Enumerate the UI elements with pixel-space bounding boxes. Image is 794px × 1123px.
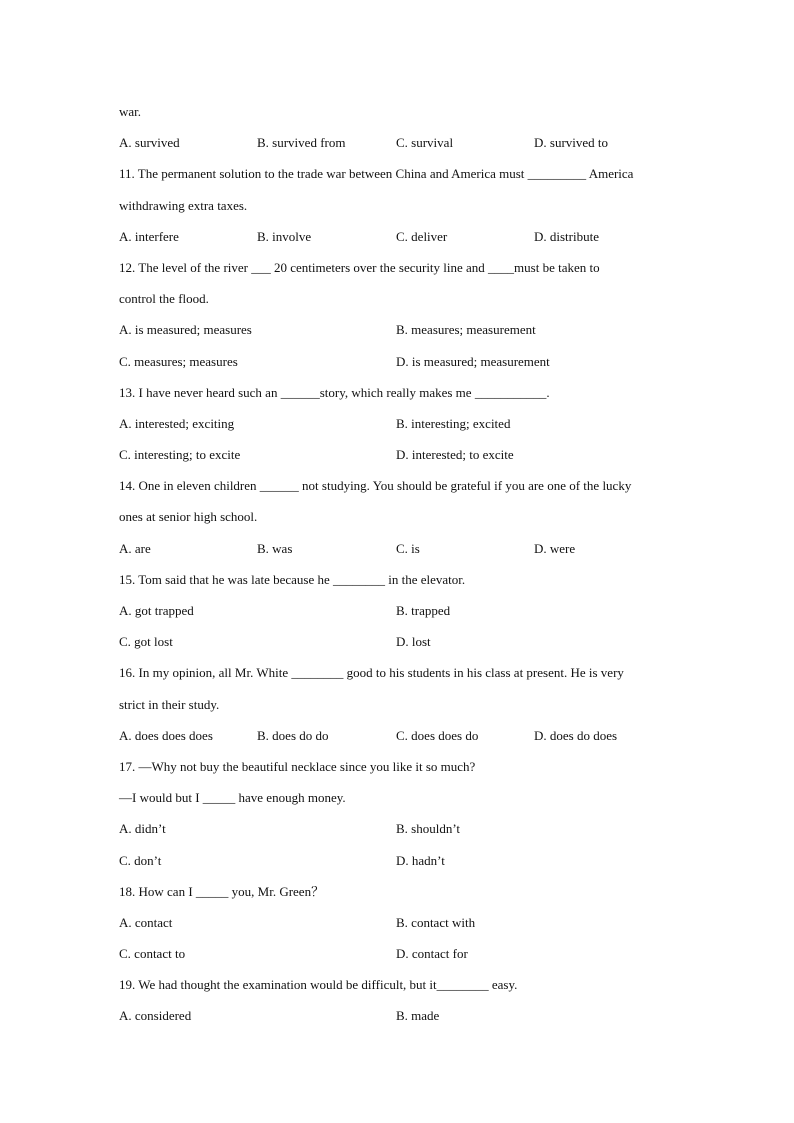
- option-d: D. does do does: [534, 727, 618, 743]
- option-d: D. lost: [396, 634, 431, 650]
- option-a: A. interested; exciting: [119, 415, 235, 431]
- option-b: B. made: [396, 1008, 440, 1024]
- question-19-options-row-1: [119, 1006, 679, 1037]
- option-d: D. hadn’t: [396, 852, 445, 868]
- option-a: A. contact: [119, 914, 173, 930]
- question-14-options: [119, 539, 679, 570]
- option-b: B. interesting; excited: [396, 415, 511, 431]
- option-a: A. is measured; measures: [119, 322, 252, 338]
- question-17-options-row-1: [119, 819, 679, 850]
- question-15-options-row-2: [119, 632, 679, 663]
- question-11-stem-cont: withdrawing extra taxes.: [119, 197, 248, 213]
- question-10-options: [119, 133, 679, 164]
- question-17-stem: 17. —Why not buy the beautiful necklace since you like it so much?: [119, 758, 476, 774]
- option-d: D. survived to: [534, 135, 609, 151]
- question-14-stem: 14. One in eleven children ______ not studying. You should be grateful if you are one of the lucky: [119, 478, 632, 494]
- option-b: B. does do do: [257, 727, 329, 743]
- option-c: C. measures; measures: [119, 353, 238, 369]
- question-12-stem-cont: control the flood.: [119, 291, 209, 307]
- option-b: B. survived from: [257, 135, 346, 151]
- option-b: B. measures; measurement: [396, 322, 536, 338]
- option-b: B. trapped: [396, 603, 451, 618]
- option-c: C. got lost: [119, 634, 173, 650]
- option-b: B. was: [257, 540, 293, 556]
- question-16-stem-cont: strict in their study.: [119, 696, 220, 712]
- question-12-options-row-1: [119, 320, 679, 351]
- question-13-options-row-2: [119, 445, 679, 476]
- question-11-stem: 11. The permanent solution to the trade war between China and America must _________ America: [119, 166, 634, 182]
- question-list: [119, 102, 679, 1038]
- question-13-stem: 13. I have never heard such an ______story, which really makes me ___________.: [119, 384, 550, 400]
- question-18-stem: 18. How can I _____ you, Mr. Green？: [119, 883, 325, 899]
- option-a: A. interfere: [119, 228, 179, 244]
- option-d: D. were: [534, 540, 576, 556]
- question-11-options: [119, 227, 679, 258]
- question-16-stem: 16. In my opinion, all Mr. White ________ good to his students in his class at present. He is very: [119, 665, 624, 681]
- option-c: C. is: [396, 540, 420, 556]
- question-18-options-row-1: [119, 913, 679, 944]
- question-13-options-row-1: [119, 414, 679, 445]
- question-15-stem: 15. Tom said that he was late because he ________ in the elevator.: [119, 571, 466, 587]
- option-c: C. contact to: [119, 946, 186, 962]
- option-c: C. interesting; to excite: [119, 447, 241, 463]
- question-18-options-row-2: [119, 944, 679, 975]
- question-12-stem: 12. The level of the river ___ 20 centimeters over the security line and ____must be taken to: [119, 259, 600, 275]
- question-17-options-row-2: [119, 851, 679, 882]
- option-b: B. contact with: [396, 914, 476, 930]
- option-c: C. does does do: [396, 727, 479, 743]
- question-19-stem: 19. We had thought the examination would be difficult, but it________ easy.: [119, 977, 518, 993]
- option-d: D. interested; to excite: [396, 447, 514, 463]
- option-c: C. deliver: [396, 228, 448, 244]
- option-d: D. is measured; measurement: [396, 353, 550, 369]
- option-c: C. survival: [396, 135, 454, 151]
- question-10-stem-tail: war.: [119, 104, 142, 119]
- option-c: C. don’t: [119, 852, 162, 868]
- option-a: A. didn’t: [119, 821, 166, 837]
- question-14-stem-cont: ones at senior high school.: [119, 509, 258, 525]
- option-b: B. shouldn’t: [396, 821, 461, 837]
- option-a: A. considered: [119, 1008, 192, 1024]
- question-17-stem-cont: —I would but I _____ have enough money.: [119, 790, 346, 806]
- option-a: A. does does does: [119, 727, 213, 743]
- question-12-options-row-2: [119, 352, 679, 383]
- option-a: A. survived: [119, 135, 180, 151]
- option-d: D. distribute: [534, 228, 599, 244]
- question-15-options-row-1: [119, 601, 679, 632]
- option-a: A. got trapped: [119, 603, 194, 618]
- option-b: B. involve: [257, 228, 312, 244]
- option-a: A. are: [119, 540, 151, 556]
- option-d: D. contact for: [396, 946, 468, 962]
- question-16-options: [119, 726, 679, 757]
